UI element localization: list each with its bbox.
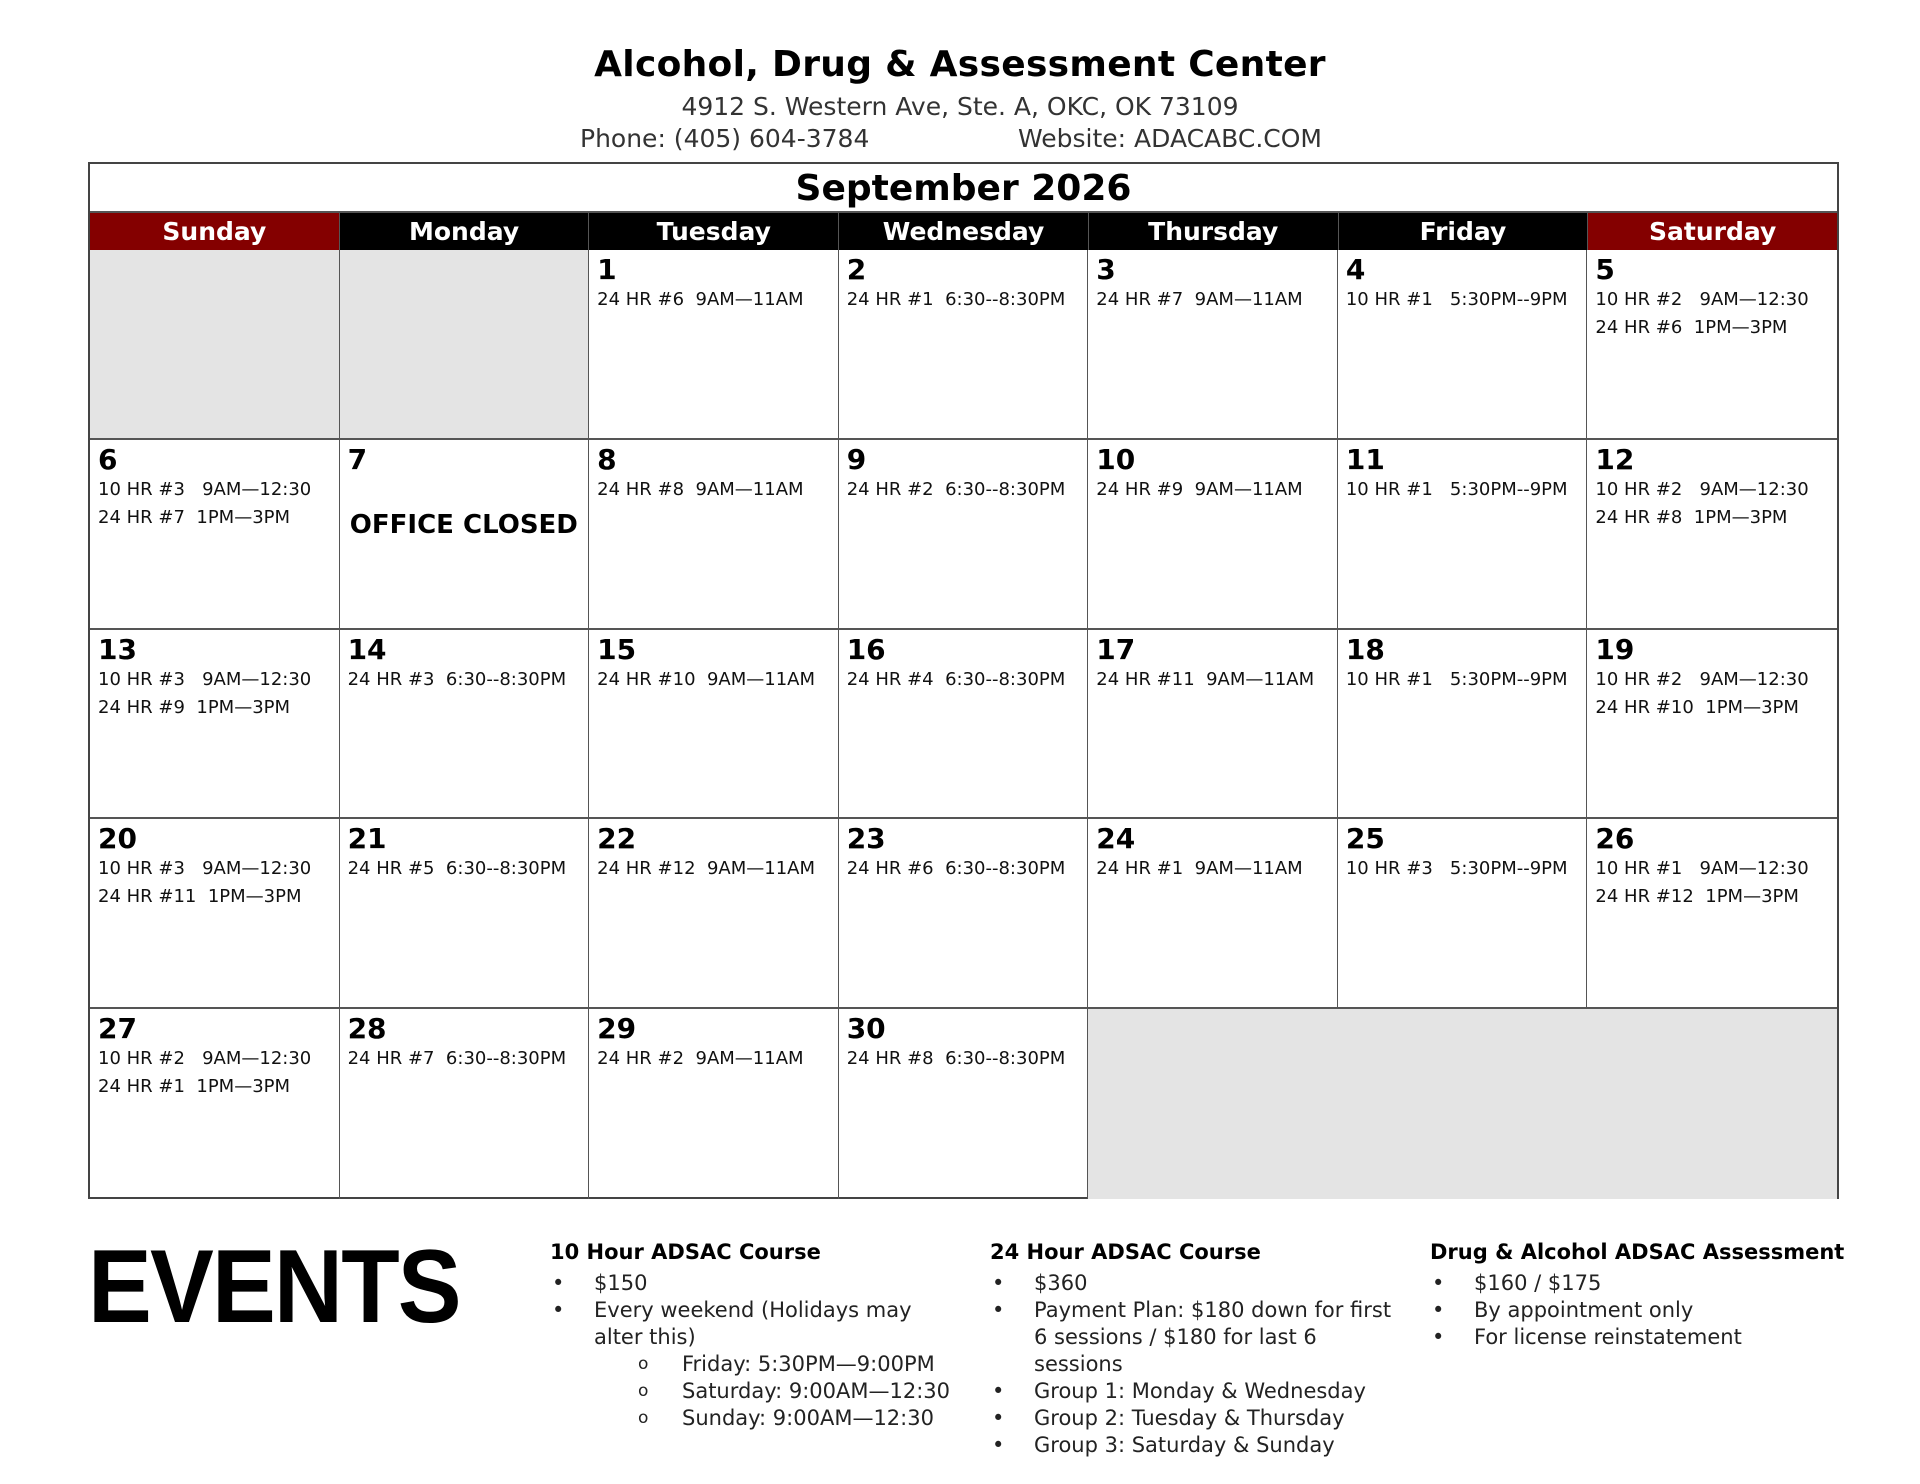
class-session: 10 HR #3 9AM—12:30 [98,668,312,690]
class-session: 10 HR #2 9AM—12:30 [1595,478,1809,500]
calendar-day-cell [340,440,590,630]
calendar-day-cell [1587,250,1837,440]
class-session: 10 HR #3 9AM—12:30 [98,478,312,500]
calendar-day-cell [1338,440,1588,630]
calendar-day-cell [1587,440,1837,630]
calendar-month-title: September 2026 [90,164,1837,213]
day-number: 21 [347,822,387,856]
calendar-day-cell [90,819,340,1009]
day-number: 16 [846,632,886,666]
calendar-empty-cell [1088,1009,1837,1199]
class-session: 24 HR #8 6:30--8:30PM [846,1048,1066,1070]
day-number: 19 [1595,632,1635,666]
events-column-title: Drug & Alcohol ADSAC Assessment [1430,1240,1845,1264]
day-number: 8 [597,442,617,476]
calendar-grid [90,250,1837,1199]
class-session: 24 HR #8 9AM—11AM [597,478,804,500]
calendar-day-cell [1088,630,1338,820]
list-item: • Group 3: Saturday & Sunday [990,1432,1410,1459]
day-number: 27 [98,1012,137,1046]
day-number: 15 [597,632,637,666]
day-number: 22 [597,822,637,856]
calendar-empty-cell [90,250,340,440]
day-number: 23 [846,822,886,856]
calendar [88,162,1839,1199]
calendar-day-cell [90,1009,340,1199]
day-number: 18 [1345,632,1385,666]
day-number: 1 [597,253,617,286]
calendar-day-cell [839,440,1089,630]
class-session: 24 HR #1 9AM—11AM [1096,858,1303,880]
day-number: 7 [347,442,368,476]
class-session: 10 HR #1 5:30PM--9PM [1345,478,1568,500]
class-session: 10 HR #2 9AM—12:30 [1595,289,1809,310]
calendar-day-cell [589,630,839,820]
calendar-day-cell [1088,440,1338,630]
class-session: 10 HR #3 5:30PM--9PM [1345,858,1568,880]
day-number: 6 [98,442,118,476]
list-item: • $150 [550,1270,960,1297]
list-item: • $160 / $175 [1430,1270,1850,1297]
class-session: 10 HR #3 9AM—12:30 [98,858,312,880]
dow-tuesday: Tuesday [589,213,839,250]
class-session: 24 HR #6 6:30--8:30PM [846,858,1066,880]
day-number: 17 [1096,632,1136,666]
calendar-day-cell [340,1009,590,1199]
class-session: 10 HR #1 5:30PM--9PM [1345,668,1568,690]
calendar-empty-cell [340,250,590,440]
class-session: 24 HR #9 9AM—11AM [1096,478,1303,500]
list-item: • Group 2: Tuesday & Thursday [990,1405,1410,1432]
calendar-day-cell [1088,819,1338,1009]
class-session: 10 HR #2 9AM—12:30 [98,1048,312,1070]
calendar-day-cell [340,819,590,1009]
day-number: 14 [347,632,387,666]
list-item: o Sunday: 9:00AM—12:30 [550,1405,960,1432]
org-address: 4912 S. Western Ave, Ste. A, OKC, OK 73109 [681,92,1239,121]
events-column-title: 24 Hour ADSAC Course [990,1240,1261,1264]
dow-saturday: Saturday [1588,213,1837,250]
calendar-day-cell [1338,630,1588,820]
day-number: 11 [1345,442,1385,476]
calendar-day-cell [90,440,340,630]
class-session: 24 HR #2 9AM—11AM [597,1048,804,1070]
class-session: 24 HR #12 1PM—3PM [1595,886,1799,908]
dow-wednesday: Wednesday [839,213,1089,250]
day-number: 9 [846,442,867,476]
day-number: 26 [1595,822,1635,856]
class-session: 10 HR #1 5:30PM--9PM [1345,289,1568,310]
class-session: 24 HR #1 6:30--8:30PM [846,289,1066,310]
class-session: 24 HR #9 1PM—3PM [98,696,291,718]
org-website: Website: ADACABC.COM [1018,124,1322,153]
calendar-day-cell [589,819,839,1009]
calendar-day-cell [839,250,1089,440]
calendar-day-cell [839,630,1089,820]
class-session: 24 HR #11 1PM—3PM [98,886,302,908]
events-column-24hr [990,1240,1410,1459]
day-number: 4 [1345,253,1366,286]
class-session: 24 HR #10 9AM—11AM [597,668,816,690]
list-item: • $360 [990,1270,1410,1297]
calendar-day-cell [1088,250,1338,440]
class-session: 24 HR #5 6:30--8:30PM [347,858,567,880]
events-list [550,1270,960,1432]
day-number: 5 [1595,253,1615,286]
day-number: 10 [1096,442,1136,476]
class-session: 24 HR #11 9AM—11AM [1096,668,1315,690]
calendar-day-cell [1338,819,1588,1009]
org-title: Alcohol, Drug & Assessment Center [594,44,1326,85]
calendar-day-cell [589,440,839,630]
calendar-day-cell [1587,819,1837,1009]
day-number: 28 [347,1012,387,1046]
class-session: 24 HR #4 6:30--8:30PM [846,668,1066,690]
day-number: 29 [597,1012,637,1046]
calendar-day-cell [340,630,590,820]
events-list [990,1270,1410,1459]
events-column-title: 10 Hour ADSAC Course [550,1240,821,1264]
day-of-week-header [90,213,1837,250]
day-number: 3 [1096,253,1116,286]
day-number: 2 [846,253,867,286]
class-session: 24 HR #8 1PM—3PM [1595,506,1788,528]
class-session: 24 HR #6 9AM—11AM [597,289,804,310]
events-column-10hr [550,1240,960,1432]
calendar-day-cell [589,1009,839,1199]
class-session: 24 HR #12 9AM—11AM [597,858,816,880]
org-phone: Phone: (405) 604-3784 [580,124,870,153]
class-session: 24 HR #7 1PM—3PM [98,506,291,528]
class-session: 24 HR #10 1PM—3PM [1595,696,1799,718]
dow-friday: Friday [1339,213,1589,250]
list-item: o Saturday: 9:00AM—12:30 [550,1378,960,1405]
calendar-day-cell [1338,250,1588,440]
day-number: 25 [1345,822,1385,856]
day-number: 30 [846,1012,886,1046]
class-session: 10 HR #2 9AM—12:30 [1595,668,1809,690]
list-item: • For license reinstatement [1430,1324,1850,1351]
events-list [1430,1270,1850,1351]
class-session: 24 HR #7 9AM—11AM [1096,289,1303,310]
day-number: 20 [98,822,137,856]
class-session: 24 HR #7 6:30--8:30PM [347,1048,567,1070]
events-column-assessment [1430,1240,1850,1351]
class-session: 24 HR #3 6:30--8:30PM [347,668,567,690]
calendar-day-cell [90,630,340,820]
class-session: 24 HR #2 6:30--8:30PM [846,478,1066,500]
calendar-day-cell [589,250,839,440]
list-item: o Friday: 5:30PM—9:00PM [550,1351,960,1378]
events-heading: EVENTS [88,1229,460,1345]
list-item: • Payment Plan: $180 down for first 6 sessions / $180 for last 6 sessions [990,1297,1410,1378]
dow-thursday: Thursday [1089,213,1339,250]
list-item: • Group 1: Monday & Wednesday [990,1378,1410,1405]
class-session: 10 HR #1 9AM—12:30 [1595,858,1809,880]
calendar-day-cell [839,819,1089,1009]
day-number: 12 [1595,442,1635,476]
day-number: 24 [1096,822,1136,856]
dow-monday: Monday [340,213,590,250]
class-session: 24 HR #1 1PM—3PM [98,1076,291,1098]
dow-sunday: Sunday [90,213,340,250]
office-closed-note: OFFICE CLOSED [349,509,578,540]
day-number: 13 [98,632,137,666]
calendar-day-cell [1587,630,1837,820]
calendar-day-cell [839,1009,1089,1199]
list-item: • By appointment only [1430,1297,1850,1324]
class-session: 24 HR #6 1PM—3PM [1595,317,1788,338]
list-item: • Every weekend (Holidays may alter this) [550,1297,960,1351]
